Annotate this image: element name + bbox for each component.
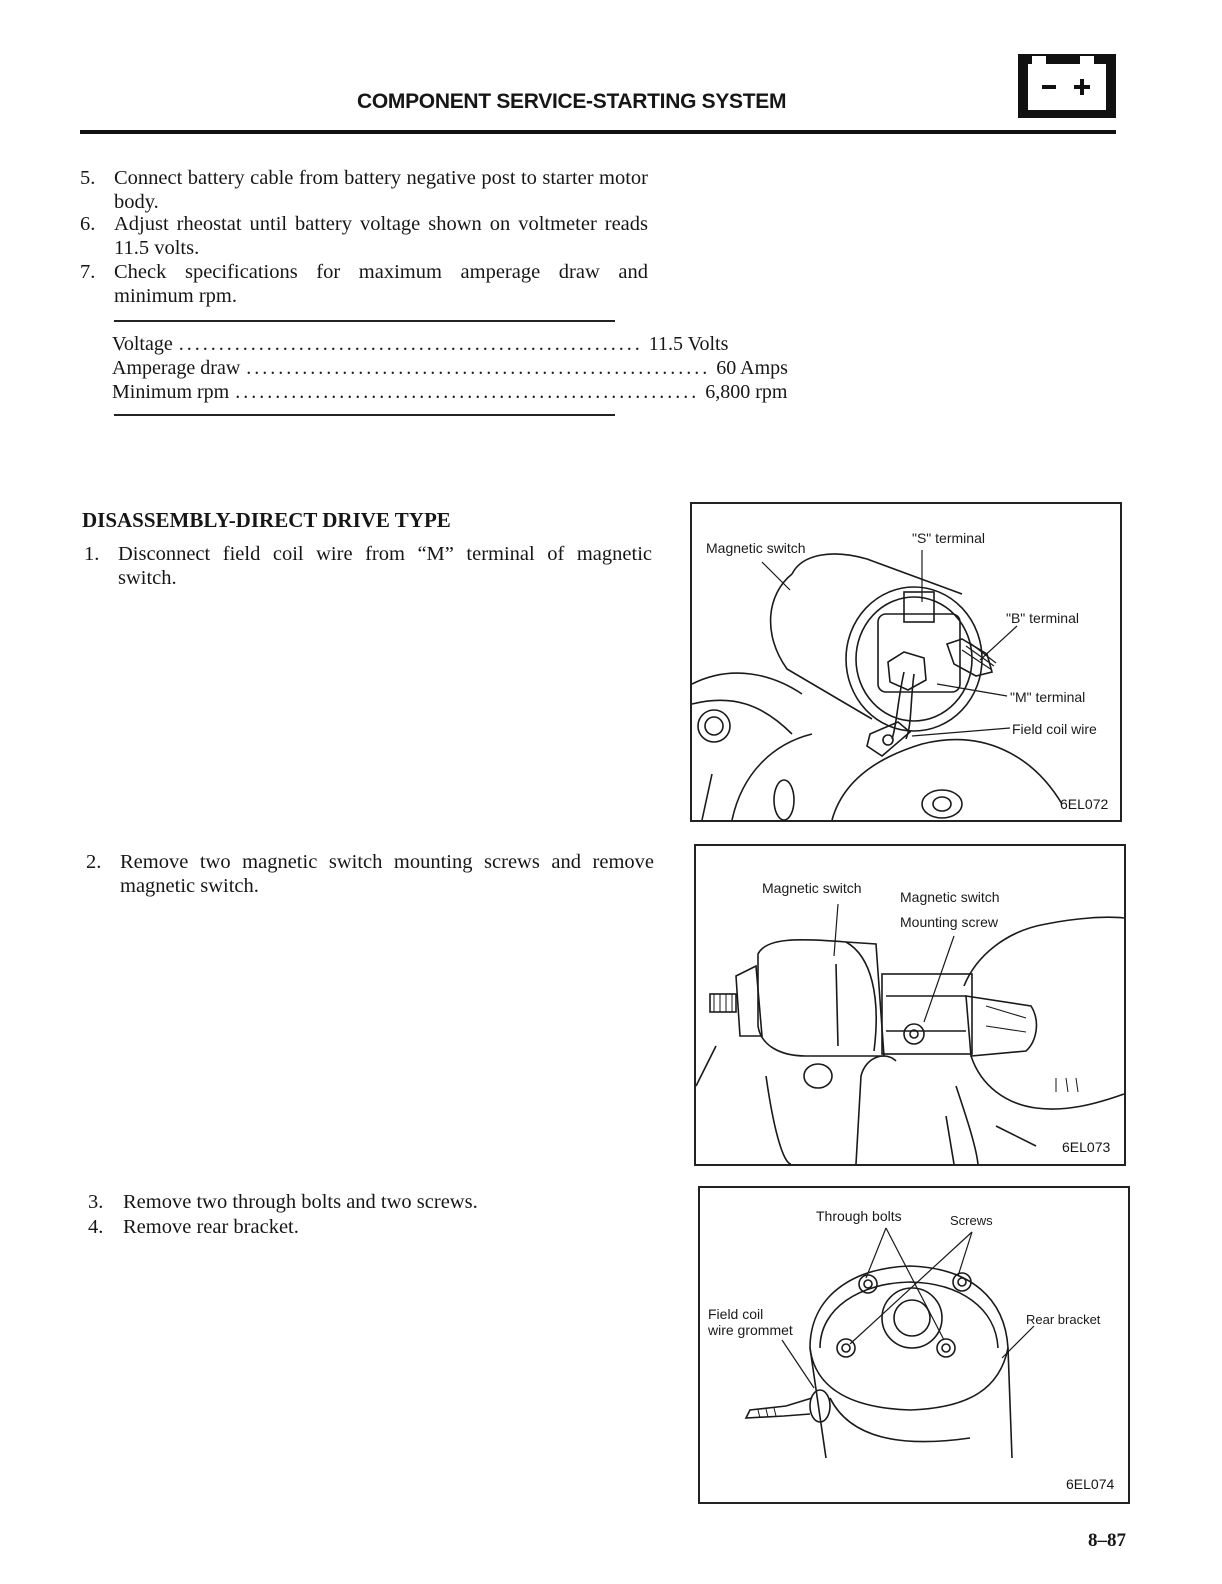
- spec-row-voltage: Voltage .......................................................... 11.5 Volts: [112, 333, 729, 355]
- figure-rear-bracket: [698, 1186, 1130, 1504]
- step-number: 5.: [80, 167, 96, 189]
- list-item: [80, 212, 650, 260]
- label-b-terminal: "B" terminal: [1006, 610, 1079, 626]
- label-mounting-screw-line1: Magnetic switch: [900, 889, 1000, 905]
- spec-rule-top: [114, 320, 615, 322]
- figure-mounting-screws: [694, 844, 1126, 1166]
- spec-value: 6,800 rpm: [705, 381, 788, 403]
- label-s-terminal: "S" terminal: [912, 530, 985, 546]
- list-item: [80, 260, 650, 308]
- step-text: Adjust rheostat until battery voltage shown on voltmeter reads 11.5 volts.: [114, 213, 648, 259]
- label-grommet-line2: wire grommet: [708, 1322, 793, 1338]
- list-item: [80, 166, 650, 214]
- battery-icon: [1018, 54, 1116, 118]
- label-magnetic-switch: Magnetic switch: [762, 880, 862, 896]
- spec-value: 60 Amps: [716, 357, 788, 379]
- list-item: [88, 1215, 648, 1239]
- list-item: [84, 542, 654, 590]
- figure-code: 6EL074: [1066, 1476, 1115, 1492]
- header-rule: [80, 130, 1116, 134]
- spec-rule-bottom: [114, 414, 615, 416]
- label-through-bolts: Through bolts: [816, 1208, 902, 1224]
- step-number: 6.: [80, 213, 96, 235]
- label-rear-bracket: Rear bracket: [1026, 1312, 1101, 1327]
- label-mounting-screw-line2: Mounting screw: [900, 914, 999, 930]
- page-number: 8–87: [1088, 1530, 1126, 1551]
- figure-code: 6EL073: [1062, 1139, 1111, 1155]
- step-text: Remove two through bolts and two screws.: [123, 1191, 478, 1213]
- step-number: 1.: [84, 543, 100, 565]
- label-screws: Screws: [950, 1213, 993, 1228]
- spec-label: Voltage: [112, 333, 173, 355]
- step-text: Connect battery cable from battery negative post to starter motor body.: [114, 167, 648, 213]
- step-text: Remove rear bracket.: [123, 1216, 299, 1238]
- step-text: Remove two magnetic switch mounting screws and remove magnetic switch.: [120, 851, 654, 897]
- leader-lines: [700, 1188, 1128, 1502]
- step-number: 7.: [80, 261, 96, 283]
- step-number: 2.: [86, 851, 102, 873]
- spec-label: Amperage draw: [112, 357, 241, 379]
- spec-row-rpm: Minimum rpm .......................................................... 6,800 rpm: [112, 381, 788, 403]
- step-text: Check specifications for maximum amperage draw and minimum rpm.: [114, 261, 648, 307]
- step-number: 3.: [88, 1191, 104, 1213]
- spec-label: Minimum rpm: [112, 381, 230, 403]
- spec-row-amperage: Amperage draw .......................................................... 60 Amps: [112, 357, 788, 379]
- label-grommet-line1: Field coil: [708, 1306, 764, 1322]
- list-item: [86, 850, 654, 898]
- label-m-terminal: "M" terminal: [1010, 689, 1086, 705]
- list-item: [88, 1190, 648, 1214]
- spec-value: 11.5 Volts: [648, 333, 729, 355]
- step-text: Disconnect field coil wire from “M” terminal of magnetic switch.: [118, 543, 652, 589]
- page-title: COMPONENT SERVICE-STARTING SYSTEM: [357, 90, 787, 113]
- label-magnetic-switch: Magnetic switch: [706, 540, 806, 556]
- figure-magnetic-switch-terminals: [690, 502, 1122, 822]
- figure-code: 6EL072: [1060, 796, 1109, 812]
- label-field-coil-wire: Field coil wire: [1012, 721, 1097, 737]
- section-heading: DISASSEMBLY-DIRECT DRIVE TYPE: [82, 508, 451, 532]
- step-number: 4.: [88, 1216, 104, 1238]
